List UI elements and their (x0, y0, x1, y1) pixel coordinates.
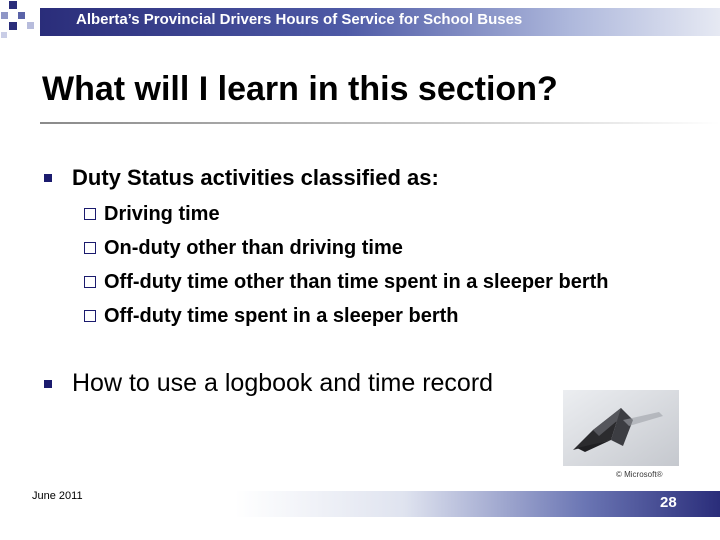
page-number: 28 (660, 494, 677, 511)
sub-item-text: On-duty other than driving time (104, 237, 403, 259)
bullet-logbook: How to use a logbook and time record (72, 369, 494, 397)
checkbox-bullet-icon (84, 276, 96, 288)
list-item (84, 202, 664, 226)
sub-bullet-list (84, 202, 664, 338)
checkbox-bullet-icon (84, 310, 96, 322)
bullet-icon (44, 380, 52, 388)
list-item (84, 304, 664, 328)
slide-title: What will I learn in this section? (42, 70, 558, 108)
sub-item-text: Off-duty time spent in a sleeper berth (104, 305, 459, 327)
list-item (84, 236, 664, 260)
header-title: Alberta’s Provincial Drivers Hours of Service for School Buses (76, 11, 523, 28)
title-divider (40, 122, 720, 124)
bullet-duty-status: Duty Status activities classified as: (72, 165, 439, 190)
checkbox-bullet-icon (84, 208, 96, 220)
footer-bar (235, 491, 720, 517)
footer-date: June 2011 (32, 490, 83, 502)
image-credit: © Microsoft® (616, 470, 663, 479)
book-clipart-image (563, 390, 679, 466)
checkbox-bullet-icon (84, 242, 96, 254)
sub-item-text: Off-duty time other than time spent in a sleeper berth (104, 271, 609, 293)
sub-item-text: Driving time (104, 203, 220, 225)
list-item (84, 270, 664, 294)
bullet-icon (44, 174, 52, 182)
